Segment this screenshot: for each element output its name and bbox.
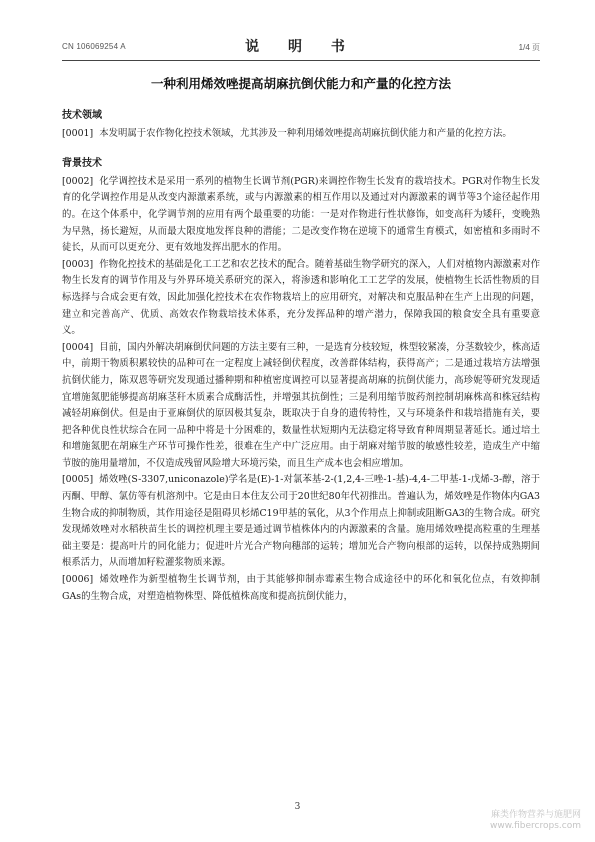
watermark-name: 麻类作物营养与施肥网 bbox=[490, 810, 581, 820]
site-watermark bbox=[490, 810, 581, 832]
section-spacer bbox=[62, 142, 540, 156]
section-heading-technical-field: 技术领域 bbox=[62, 110, 102, 121]
document-body bbox=[62, 108, 540, 605]
paragraph bbox=[62, 340, 540, 473]
header-divider bbox=[62, 60, 540, 61]
section-heading-background: 背景技术 bbox=[62, 158, 102, 170]
paragraph-text: 化学调控技术是采用一系列的植物生长调节剂(PGR)来调控作物生长发育的栽培技术。PGR对作物生长发育的化学调控作用是从改变内源激素系统，或与内源激素的相互作用以及通过对内源激素的调节等3个途径起作用的。在这个体系中，化学调节剂的应用有两个最重要的功能：一是对作物进行性状修饰，如变高秆为矮秆，变晚熟为早熟，扬长避短，从而最大限度地发挥良种的潜能；二是改变作物在逆境下的通常生育模式，如密植和多雨时不徒长，从而可以更充分、更有效地发挥出肥水的作用。 bbox=[62, 175, 540, 254]
paragraph-number: [0004] bbox=[62, 341, 94, 353]
page-number: 3 bbox=[294, 802, 301, 812]
watermark-url: www.fibercrops.com bbox=[490, 821, 581, 831]
paragraph-text: 目前，国内外解决胡麻倒伏问题的方法主要有三种，一是选育分枝较短，株型较紧凑，分茎数较少，株高适中，前期干物质积累较快的品种可在一定程度上减轻倒伏程度，改善群体结构，获得高产；二是通过栽培方法增强抗倒伏能力，陈双恩等研究发现通过播种期和种植密度调控可以显著提高胡麻的抗倒伏能力，高珍妮等研究发现适宜增施氮肥能够提高胡麻茎秆木质素合成酶活性，并增强其抗倒性；三是利用缩节胺药剂控制胡麻株高和株冠结构减轻胡麻倒伏。但是由于亚麻倒伏的原因极其复杂，既取决于自身的遗传特性，又与环境条件和栽培措施有关，要把各种优良性状综合在同一品种中将是十分困难的，数量性状短期内无法稳定将导致育种周期显著延长。通过培土和增施氮肥在胡麻生产环节可操作性差，很难在生产中广泛应用。由于胡麻对缩节胺的敏感性较差，造成生产中缩节胺的施用量增加，不仅造成残留风险增大环境污染，而且生产成本也会相应增加。 bbox=[62, 341, 540, 469]
page-indicator: 1/4 页 bbox=[518, 43, 540, 52]
paragraph bbox=[62, 472, 540, 572]
paragraph-text: 作物化控技术的基础是化工工艺和农艺技术的配合。随着基础生物学研究的深入，人们对植物内源激素对作物生长发育的调节作用及与外界环境关系研究的深入，将渗透和影响化工工艺学的发展，使植物生长活性物质的目标选择与合成会更有效，因此加强化控技术在农作物栽培上的应用研究，对解决和克服品种在生产上出现的问题，建立和完善高产、优质、高效农作物栽培技术体系，充分发挥品种的增产潜力，保障我国的粮食安全具有重要意义。 bbox=[62, 258, 540, 337]
paragraph-text: 烯效唑作为新型植物生长调节剂，由于其能够抑制赤霉素生物合成途径中的环化和氧化位点，有效抑制GAs的生物合成，对塑造植物株型、降低植株高度和提高抗倒伏能力， bbox=[62, 574, 540, 602]
paragraph-number: [0001] bbox=[62, 127, 94, 139]
document-type-label: 说 明 书 bbox=[245, 39, 357, 55]
paragraph-text: 烯效唑(S-3307,uniconazole)学名是(E)-1-对氯苯基-2-(1,2,4-三唑-1-基)-4,4-二甲基-1-戊烯-3-醇，溶于丙酮、甲醇、氯仿等有机溶剂中。它是由日本住友公司于20世纪80年代初推出。普遍认为，烯效唑是作物体内GA3生物合成的抑制物质，其作用途径是阻碍贝杉烯C19甲基的氧化，从3个作用点上抑制或阻断GA3的生物合成。研究发现烯效唑对水稻秧苗生长的调控机理主要是通过调节植株体内的内源激素的含量。施用烯效唑提高粒重的生理基础主要是：提高叶片的同化能力；促进叶片光合产物向穗部的运转；增加光合产物向根部的运转，以保持成熟期间根系活力，从而增加籽粒灌浆物质来源。 bbox=[62, 474, 540, 569]
paragraph-text: 本发明属于农作物化控技术领域，尤其涉及一种利用烯效唑提高胡麻抗倒伏能力和产量的化控方法。 bbox=[99, 127, 512, 139]
paragraph bbox=[62, 174, 540, 257]
paragraph-number: [0006] bbox=[62, 574, 94, 586]
paragraph bbox=[62, 572, 540, 605]
page-header bbox=[62, 34, 540, 56]
paragraph-number: [0003] bbox=[62, 258, 94, 270]
document-title: 一种利用烯效唑提高胡麻抗倒伏能力和产量的化控方法 bbox=[150, 76, 451, 91]
patent-number: CN 106069254 A bbox=[62, 42, 126, 51]
paragraph-number: [0002] bbox=[62, 175, 94, 187]
paragraph bbox=[62, 126, 540, 143]
paragraph bbox=[62, 257, 540, 340]
paragraph-number: [0005] bbox=[62, 474, 94, 486]
